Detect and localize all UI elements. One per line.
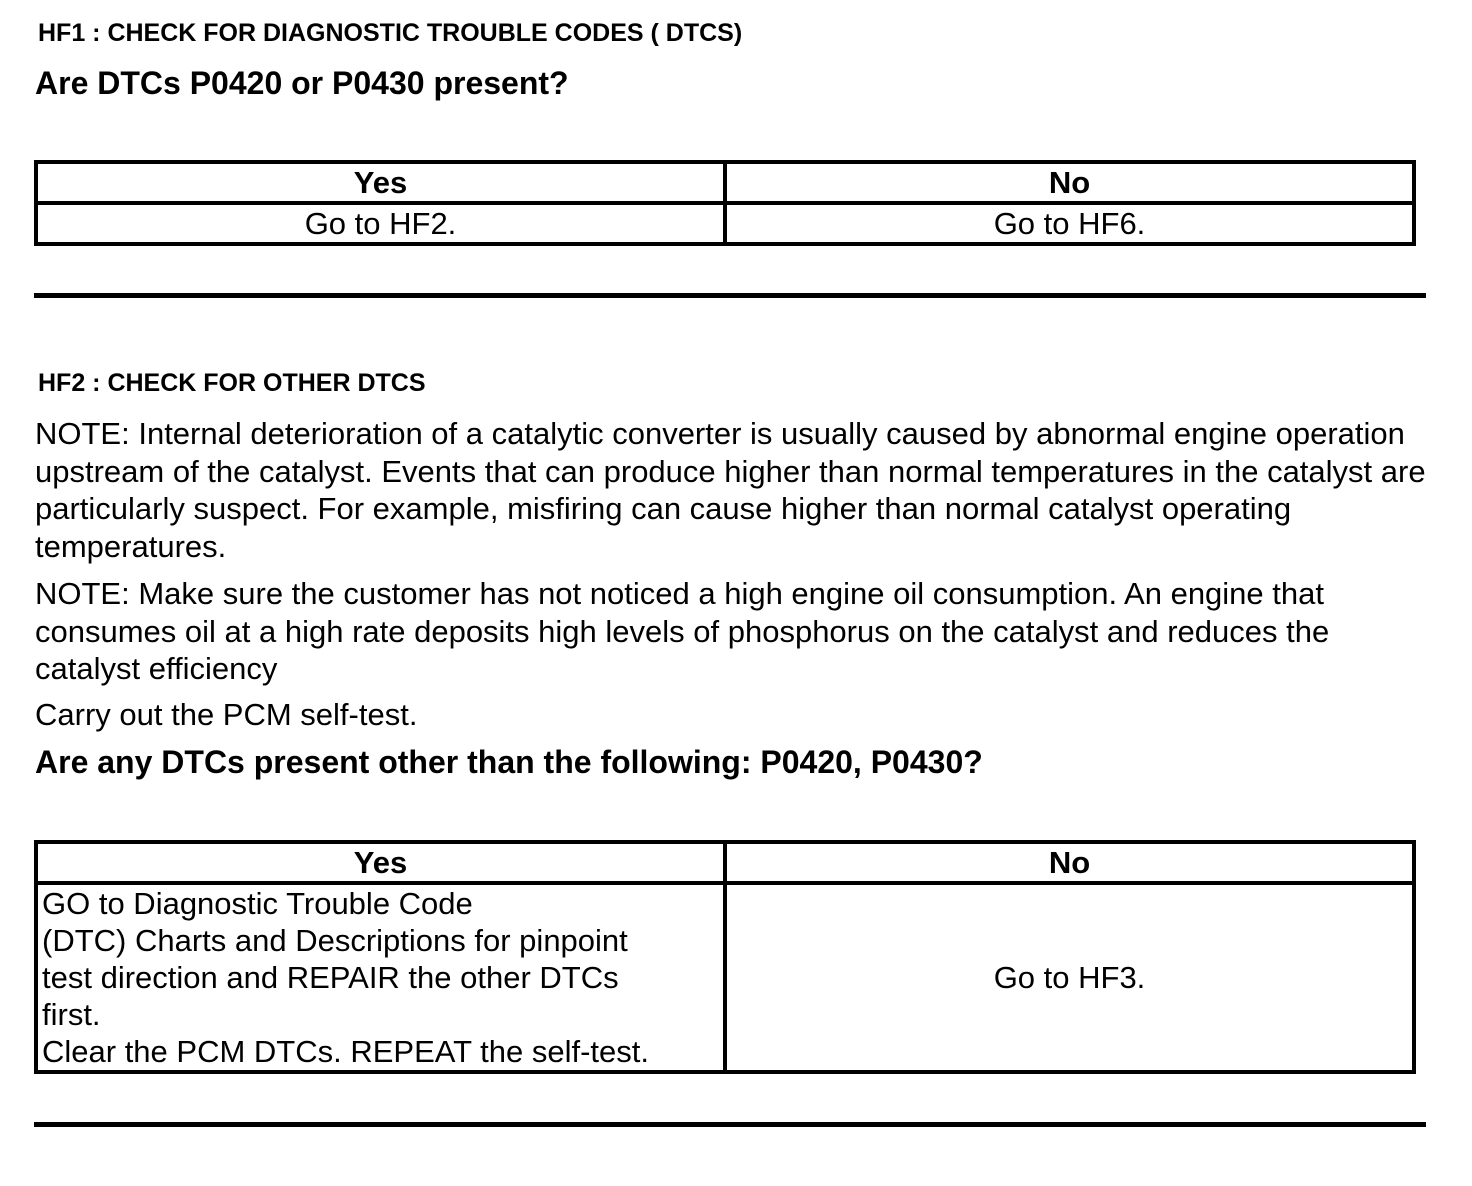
hf2-yes-action-line: GO to Diagnostic Trouble Code <box>42 886 473 921</box>
hf1-no-header: No <box>725 162 1414 203</box>
hf1-question: Are DTCs P0420 or P0430 present? <box>35 65 569 101</box>
hf2-yes-action-line: (DTC) Charts and Descriptions for pinpoint <box>42 923 628 958</box>
hf1-section-divider <box>34 293 1426 298</box>
hf2-no-action: Go to HF3. <box>725 883 1414 1072</box>
hf2-yes-action-line: test direction and REPAIR the other DTCs <box>42 960 619 995</box>
hf2-instruction: Carry out the PCM self-test. <box>35 697 418 732</box>
hf1-table-header-row <box>36 162 1414 203</box>
hf2-yes-action <box>36 883 725 1072</box>
hf1-table-action-row <box>36 203 1414 244</box>
hf2-step-title: HF2 : CHECK FOR OTHER DTCS <box>38 369 426 397</box>
hf1-yes-header: Yes <box>36 162 725 203</box>
hf2-decision-table <box>34 840 1416 1074</box>
hf2-section-divider <box>34 1122 1426 1127</box>
hf2-table-header-row <box>36 842 1414 883</box>
hf1-yes-action: Go to HF2. <box>36 203 725 244</box>
hf2-note-catalyst-deterioration: NOTE: Internal deterioration of a catalytic converter is usually caused by abnormal engine operation upstream of the catalyst. Events that can produce higher than normal temperatures in the catalyst are particularly suspect. For example, misfiring can cause higher than normal catalyst operating temperatures. <box>35 416 1426 564</box>
hf2-yes-header: Yes <box>36 842 725 883</box>
hf2-yes-action-line: Clear the PCM DTCs. REPEAT the self-test. <box>42 1034 649 1069</box>
hf1-no-action: Go to HF6. <box>725 203 1414 244</box>
hf2-table-action-row <box>36 883 1414 1072</box>
hf1-decision-table <box>34 160 1416 246</box>
hf2-no-header: No <box>725 842 1414 883</box>
hf1-step-title: HF1 : CHECK FOR DIAGNOSTIC TROUBLE CODES ( DTCS) <box>38 19 743 47</box>
hf2-yes-action-line: first. <box>42 997 101 1032</box>
hf2-note-oil-consumption: NOTE: Make sure the customer has not noticed a high engine oil consumption. An engine that consumes oil at a high rate deposits high levels of phosphorus on the catalyst and reduces the catalyst efficiency <box>35 576 1330 686</box>
hf2-question: Are any DTCs present other than the following: P0420, P0430? <box>35 744 983 780</box>
